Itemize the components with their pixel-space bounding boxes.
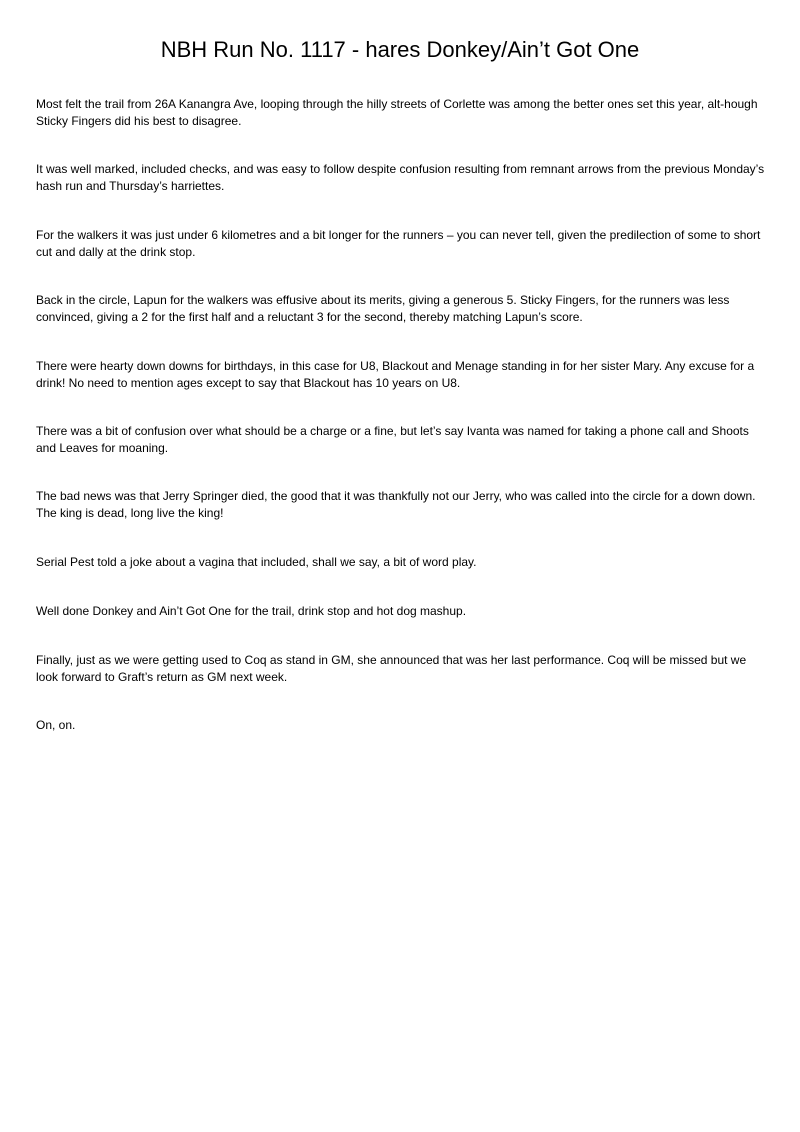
- paragraph-distance: For the walkers it was just under 6 kilometres and a bit longer for the runners – you can never tell, given the predilection of some to short cut and dally at the drink stop.: [36, 228, 761, 259]
- paragraph-gm-announcement: Finally, just as we were getting used to Coq as stand in GM, she announced that was her last performance. Coq will be missed but we look forward to Graft’s return as GM next week.: [36, 653, 747, 684]
- paragraph-jerry-news: The bad news was that Jerry Springer died, the good that it was thankfully not our Jerry, who was called into the circle for a down down. The king is dead, long live the king!: [36, 489, 756, 520]
- paragraph-trail-marking: It was well marked, included checks, and was easy to follow despite confusion resulting from remnant arrows from the previous Monday’s hash run and Thursday’s harriettes.: [36, 162, 765, 193]
- paragraph-trail-overview: Most felt the trail from 26A Kanangra Ave, looping through the hilly streets of Corlette was among the better ones set this year, alt-hough Sticky Fingers did his best to disagree.: [36, 97, 758, 128]
- paragraph-well-done: Well done Donkey and Ain’t Got One for the trail, drink stop and hot dog mashup.: [36, 604, 467, 618]
- paragraph-birthdays: There were hearty down downs for birthdays, in this case for U8, Blackout and Menage standing in for her sister Mary. Any excuse for a drink! No need to mention ages except to say that Blackout has 10 years on U8.: [36, 359, 755, 390]
- paragraph-charges-fines: There was a bit of confusion over what should be a charge or a fine, but let’s say Ivanta was named for taking a phone call and Shoots and Leaves for moaning.: [36, 424, 749, 455]
- page-title: NBH Run No. 1117 - hares Donkey/Ain’t Got One: [160, 37, 640, 62]
- paragraph-circle-scores: Back in the circle, Lapun for the walkers was effusive about its merits, giving a generous 5. Sticky Fingers, for the runners was less convinced, giving a 2 for the first half and a reluctant 3 for the second, thereby matching Lapun’s score.: [36, 293, 730, 324]
- paragraph-joke: Serial Pest told a joke about a vagina that included, shall we say, a bit of word play.: [36, 555, 477, 569]
- paragraph-sign-off: On, on.: [36, 718, 76, 732]
